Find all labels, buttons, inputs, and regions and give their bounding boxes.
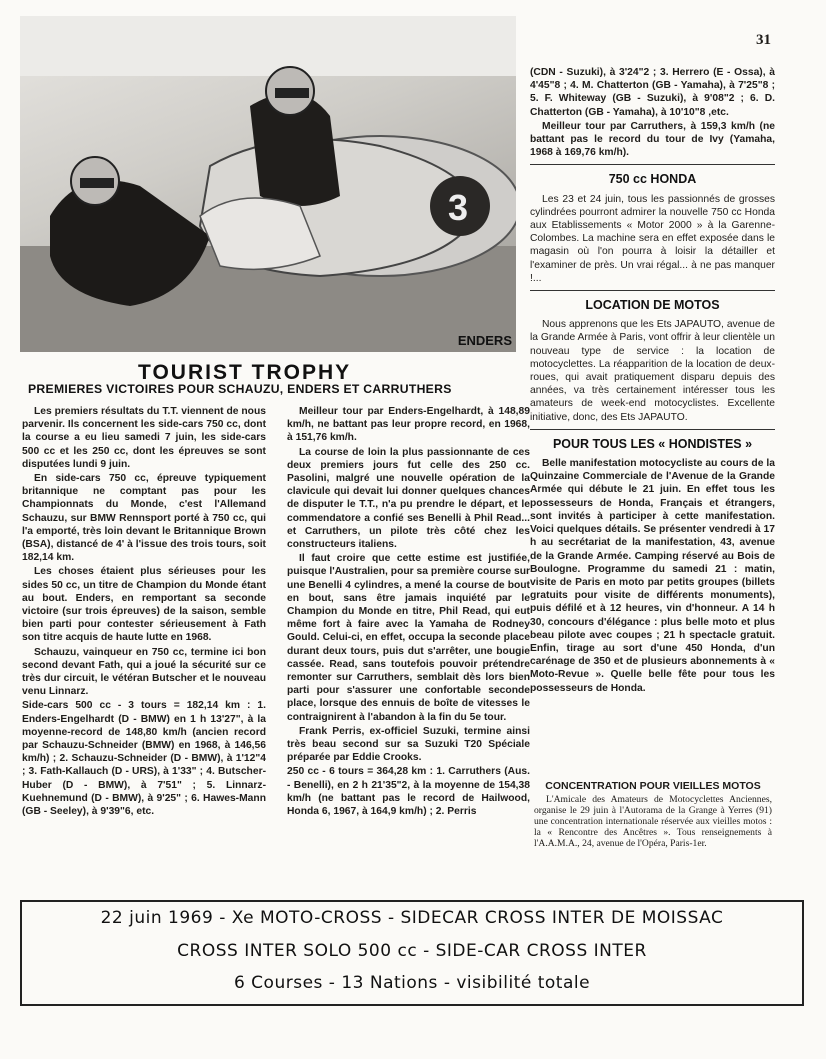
results-paragraph: Side-cars 500 cc - 3 tours = 182,14 km : 1. Enders-Engelhardt (D - BMW) en 1 h 13'27", à la moyenne-record de 148,80 km/h (ancien record par Schauzu-Schneider (BMW) en 1968, à 146,56 km/h) ; 2. Schauzu-Schneider (D - BMW), à 1'12"4 ; 3. Fath-Kallauch (D - URS), à 1'33" ; 4. Butscher-Huber (D - BMW), à 7'51" ; 5. Linnarz-Kuehnemund (D - BMW), à 9'25" ; 6. Hawes-Mann (GB - Seeley), à 9'39"6, etc. [22,700,266,818]
paragraph: Il faut croire que cette estime est justifiée, puisque l'Australien, pour sa première course sur une Benelli 4 cylindres, a mené la course de bout en bout, sans être jamais inquiété par le Champion du Monde en titre, Phil Read, qui eut même fort à faire avec la Yamaha de Rodney Gould. Celui-ci, en effet, occupa la seconde place durant deux tours, puis dut s'arrêter, une bougie cassée. Read, sans toutefois pouvoir prétendre remonter sur Carruthers, semblait dès lors bien parti pour s'assurer une confortable seconde place, lorsque des ennuis de boîte de vitesses le contraignirent à l'abandon à la fin du 5e tour. [287,553,530,723]
paragraph: Les choses étaient plus sérieuses pour les sides 50 cc, un titre de Champion du Monde étant au bout. Enders, en remportant sa seconde victoire (sur trois épreuves) de la saison, semble bien parti pour contester sérieusement à Fath son titre acquis de haute lutte en 1968. [22,566,266,644]
banner-line-1: 22 juin 1969 - Xe MOTO-CROSS - SIDECAR CROSS INTER DE MOISSAC [100,908,724,928]
article-column-2 [287,405,530,819]
page-number: 31 [756,32,771,48]
paragraph: En side-cars 750 cc, épreuve typiquement britannique ne comptant pas pour les Championnats du Monde, c'est l'Allemand Schauzu, sur BMW Rennsport porté à 750 cc, qui l'a emporté, très loin devant le Britannique Brown (BSA), distancé de 4' à l'issue des trois tours, soit 182,14 km. [22,473,266,564]
divider [530,290,775,291]
concentration-title: CONCENTRATION POUR VIEILLES MOTOS [545,780,761,792]
article-column-1 [22,405,266,819]
paragraph: Les premiers résultats du T.T. viennent de nous parvenir. Ils concernent les side-cars 750 cc, dont la course a eu lieu samedi 7 juin, les side-cars 500 cc et les 250 cc, dont les épreuves se sont disputées lundi 9 juin. [22,406,266,470]
race-photo [20,16,516,352]
paragraph: Les 23 et 24 juin, tous les passionnés de grosses cylindrées pourront admirer la nouvelle 750 cc Honda aux Etablissements « Motor 2000 » à la Garenne-Colombes. La machine sera en effet exposée dans le magasin où l'on pourra à loisir la détailler et l'examiner de près. Un vrai régal... à ne pas manquer !... [530,193,775,284]
svg-text:3: 3 [448,187,469,228]
paragraph: Nous apprenons que les Ets JAPAUTO, avenue de la Grande Armée à Paris, vont offrir à leur clientèle un nouveau type de service : la location de motocyclettes. La réapparition de la location de deux-roues, qui avait pratiquement disparu depuis des années, va très certainement intéresser tous les amateurs de week-end motocyclistes. Excellente initiative, donc, des Ets JAPAUTO. [530,319,775,423]
paragraph: Frank Perris, ex-officiel Suzuki, termine ainsi très beau second sur sa Suzuki T20 Spéciale préparée par Eddie Crooks. [287,725,530,764]
divider [530,164,775,165]
article-column-right [530,66,775,696]
section-title-hondistes: POUR TOUS LES « HONDISTES » [552,436,753,451]
results-paragraph: 250 cc - 6 tours = 364,28 km : 1. Carruthers (Aus. - Benelli), en 2 h 21'35"2, à la moyenne de 154,38 km/h (ne battant pas le record de Hailwood, Honda 6, 1967, à 164,9 km/h) ; 2. Perris [287,766,530,818]
paragraph: Belle manifestation motocycliste au cours de la Quinzaine Commerciale de l'Avenue de la Grande Armée qui débute le 21 juin. En effet tous les possesseurs de Honda, Français et étrangers, sont invités à participer à cette manifestation. Voici quelques détails. Se présenter vendredi à 17 h au secrétariat de la manifestation, 43, avenue de la Grande Armée. Camping réservé au Bois de Boulogne. Programme du samedi 21 : matin, visite de Paris en moto par petits groupes (billets gratuits pour visite de différents monuments), puis défilé et à 12 heures, vin d'honneur. A 14 h 30, concours d'élégance : plus belle moto et plus beau pilote avec coupes ; 21 h spectacle gratuit. Enfin, tirage au sort d'une 450 Honda, d'un carénage de 350 et de plusieurs abonnements à « Moto-Revue ». Quelle belle fête pour tous les possesseurs de Honda. [530,458,775,694]
banner-line-3: 6 Courses - 13 Nations - visibilité totale [233,973,591,993]
advert-banner [20,900,804,1006]
concentration-text: L'Amicale des Amateurs de Motocyclettes Anciennes, organise le 29 juin à l'Autorama de la Grange à Yerres (91) une concentration internationale réservée aux vieilles motos : la « Rencontre des Ancêtres ». Tous renseignements à l'A.A.M.A., 24, avenue de l'Opéra, Paris-1er. [534,794,772,849]
photo-caption: ENDERS [457,333,512,348]
banner-line-2: CROSS INTER SOLO 500 cc - SIDE-CAR CROSS INTER [177,941,647,961]
concentration-box [534,780,772,849]
subheadline: PREMIERES VICTOIRES POUR SCHAUZU, ENDERS ET CARRUTHERS [28,382,452,396]
divider [530,429,775,430]
paragraph: Schauzu, vainqueur en 750 cc, termine ici bon second devant Fath, qui a joué la sécurité sur ce très dur circuit, le vétéran Butscher et le nouveau venu Linnarz. [22,646,266,698]
sidecar-illustration [20,16,516,352]
section-title-honda: 750 cc HONDA [608,172,697,187]
paragraph: La course de loin la plus passionnante de ces deux premiers jours fut celle des 250 cc. Pasolini, malgré une nouvelle opération de la clavicule qui devait lui donner quelques chances de disputer le T.T., n'a pu prendre le départ, et le commendatore a confié ses Benelli à Phil Read... et Carruthers, un pilote très côté chez les constructeurs italiens. [287,446,530,551]
section-title-location: LOCATION DE MOTOS [585,298,720,313]
paragraph: Meilleur tour par Carruthers, à 159,3 km/h (ne battant pas le record du tour de Ivy (Yamaha, 1968 à 169,76 km/h). [530,120,775,159]
paragraph: Meilleur tour par Enders-Engelhardt, à 148,89 km/h, ne battant pas leur propre record, en 1968, à 151,76 km/h. [287,406,530,444]
continued-results: (CDN - Suzuki), à 3'24"2 ; 3. Herrero (E - Ossa), à 4'45"8 ; 4. M. Chatterton (GB - Yamaha), à 7'25"8 ; 5. F. Whiteway (GB - Suzuki), à 9'08"2 ; 6. D. Chatterton (GB - Yamaha), à 10'10"8 ,etc. [530,67,775,118]
headline: TOURIST TROPHY [138,361,352,384]
